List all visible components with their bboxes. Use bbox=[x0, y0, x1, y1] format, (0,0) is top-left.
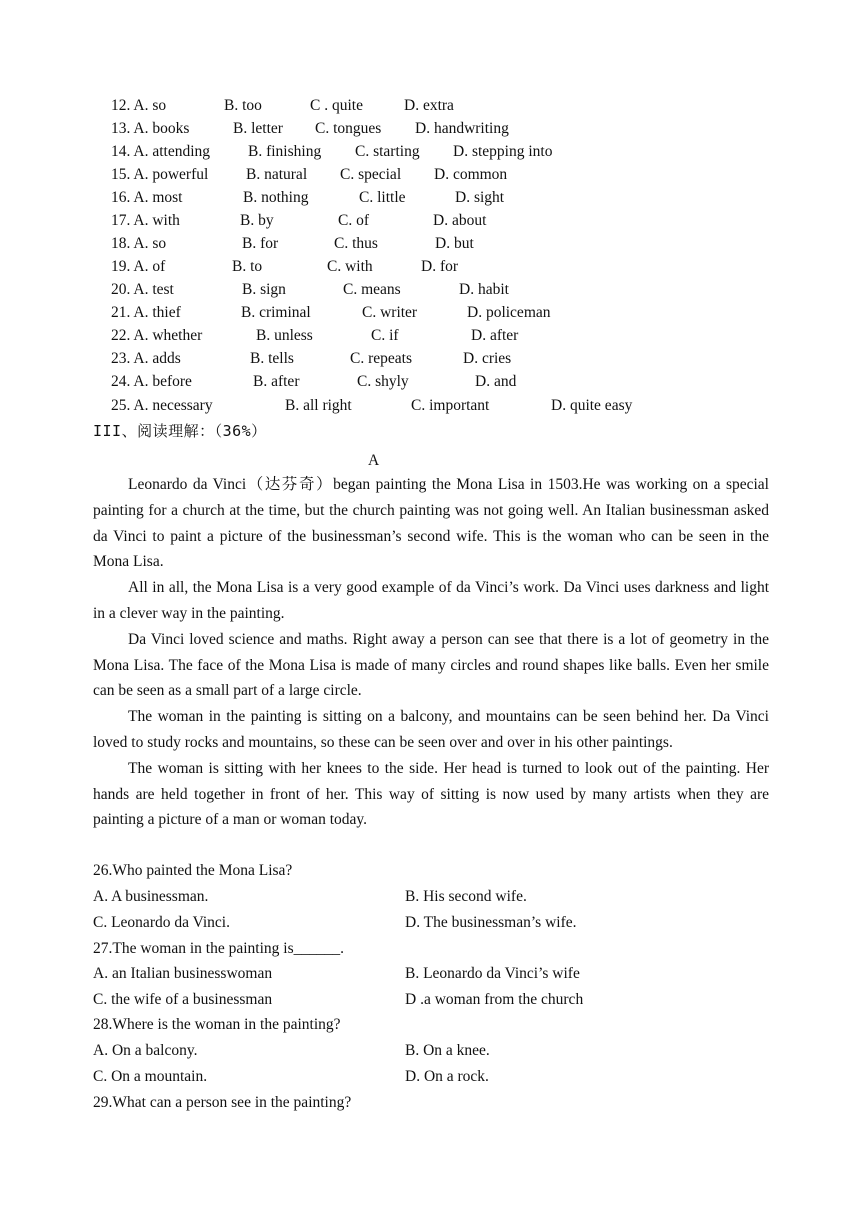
paragraph: The woman is sitting with her knees to the side. Her head is turned to look out of the painting. Her hands are held together in front of her. This way of sitting is now used by many artists when they are painting a picture of a man or woman today. bbox=[93, 759, 769, 829]
option-c: C. of bbox=[338, 212, 369, 229]
option-b: B. letter bbox=[233, 120, 283, 137]
option-b: B. after bbox=[253, 373, 300, 390]
option-c: C. important bbox=[411, 397, 490, 414]
option-d: D. but bbox=[435, 235, 474, 252]
option-d: D. after bbox=[471, 327, 519, 344]
paragraph: Leonardo da Vinci（达芬奇）began painting the Mona Lisa in 1503.He was working on a special painting for a church at the time, but the church painting was not going well. An Italian businessman asked da Vinci to paint a picture of the businessman’s second wife. This is the woman who can be seen in the Mona Lisa. bbox=[93, 476, 769, 571]
choice-c: C. the wife of a businessman bbox=[93, 991, 273, 1008]
option-a: 18. A. so bbox=[111, 235, 167, 252]
question-stem: 27.The woman in the painting is______. bbox=[93, 940, 344, 957]
paragraph: Da Vinci loved science and maths. Right away a person can see that there is a lot of geometry in the Mona Lisa. The face of the Mona Lisa is made of many circles and round shapes like balls. Even her smile can be seen as a small part of a large circle. bbox=[93, 630, 769, 700]
option-d: D. cries bbox=[463, 350, 512, 367]
option-c: C. if bbox=[371, 327, 399, 344]
choice-c: C. On a mountain. bbox=[93, 1068, 208, 1085]
option-a: 19. A. of bbox=[111, 258, 166, 275]
choice-d: D .a woman from the church bbox=[405, 991, 584, 1008]
choice-c: C. Leonardo da Vinci. bbox=[93, 914, 230, 931]
option-b: B. criminal bbox=[241, 304, 311, 321]
choice-a: A. A businessman. bbox=[93, 888, 209, 905]
option-b: B. nothing bbox=[243, 189, 309, 206]
option-a: 12. A. so bbox=[111, 97, 167, 114]
option-b: B. finishing bbox=[248, 143, 322, 160]
option-b: B. all right bbox=[285, 397, 352, 414]
option-b: B. for bbox=[242, 235, 279, 252]
option-c: C. repeats bbox=[350, 350, 412, 367]
option-a: 20. A. test bbox=[111, 281, 174, 298]
option-d: D. sight bbox=[455, 189, 505, 206]
option-a: 25. A. necessary bbox=[111, 397, 213, 414]
option-a: 24. A. before bbox=[111, 373, 192, 390]
option-c: C. little bbox=[359, 189, 406, 206]
option-c: C. starting bbox=[355, 143, 420, 160]
option-d: D. quite easy bbox=[551, 397, 633, 414]
option-a: 13. A. books bbox=[111, 120, 190, 137]
option-a: 15. A. powerful bbox=[111, 166, 209, 183]
option-c: C. shyly bbox=[357, 373, 409, 390]
choice-b: B. His second wife. bbox=[405, 888, 527, 905]
reading-passage bbox=[93, 472, 769, 833]
option-a: 22. A. whether bbox=[111, 327, 203, 344]
choice-b: B. Leonardo da Vinci’s wife bbox=[405, 965, 580, 982]
choice-a: A. On a balcony. bbox=[93, 1042, 198, 1059]
option-a: 17. A. with bbox=[111, 212, 180, 229]
choice-a: A. an Italian businesswoman bbox=[93, 965, 273, 982]
option-b: B. sign bbox=[242, 281, 286, 298]
option-a: 16. A. most bbox=[111, 189, 183, 206]
option-c: C. writer bbox=[362, 304, 418, 321]
option-d: D. extra bbox=[404, 97, 454, 114]
option-a: 23. A. adds bbox=[111, 350, 181, 367]
option-c: C. thus bbox=[334, 235, 378, 252]
option-c: C. tongues bbox=[315, 120, 382, 137]
paragraph: The woman in the painting is sitting on a balcony, and mountains can be seen behind her. Da Vinci loved to study rocks and mountains, so these can be seen over and over in his other paintings. bbox=[93, 708, 769, 751]
option-b: B. by bbox=[240, 212, 274, 229]
option-d: D. for bbox=[421, 258, 459, 275]
option-d: D. handwriting bbox=[415, 120, 509, 137]
option-d: D. habit bbox=[459, 281, 509, 298]
section-heading: III、阅读理解：（36%） bbox=[93, 422, 267, 440]
option-a: 14. A. attending bbox=[111, 143, 211, 160]
option-c: C. means bbox=[343, 281, 401, 298]
question-stem: 29.What can a person see in the painting? bbox=[93, 1094, 352, 1111]
choice-b: B. On a knee. bbox=[405, 1042, 490, 1059]
option-d: D. stepping into bbox=[453, 143, 553, 160]
option-b: B. too bbox=[224, 97, 262, 114]
choice-d: D. The businessman’s wife. bbox=[405, 914, 577, 931]
paragraph: All in all, the Mona Lisa is a very good example of da Vinci’s work. Da Vinci uses darkness and light in a clever way in the painting. bbox=[93, 579, 769, 622]
question-stem: 28.Where is the woman in the painting? bbox=[93, 1016, 341, 1033]
option-b: B. tells bbox=[250, 350, 294, 367]
option-d: D. about bbox=[433, 212, 487, 229]
choice-d: D. On a rock. bbox=[405, 1068, 489, 1085]
option-c: C. with bbox=[327, 258, 373, 275]
option-c: C . quite bbox=[310, 97, 363, 114]
option-d: D. policeman bbox=[467, 304, 551, 321]
question-stem: 26.Who painted the Mona Lisa? bbox=[93, 862, 293, 879]
option-b: B. to bbox=[232, 258, 263, 275]
option-c: C. special bbox=[340, 166, 402, 183]
option-d: D. and bbox=[475, 373, 517, 390]
passage-label: A bbox=[368, 452, 380, 469]
option-d: D. common bbox=[434, 166, 508, 183]
option-b: B. natural bbox=[246, 166, 308, 183]
option-b: B. unless bbox=[256, 327, 313, 344]
option-a: 21. A. thief bbox=[111, 304, 181, 321]
